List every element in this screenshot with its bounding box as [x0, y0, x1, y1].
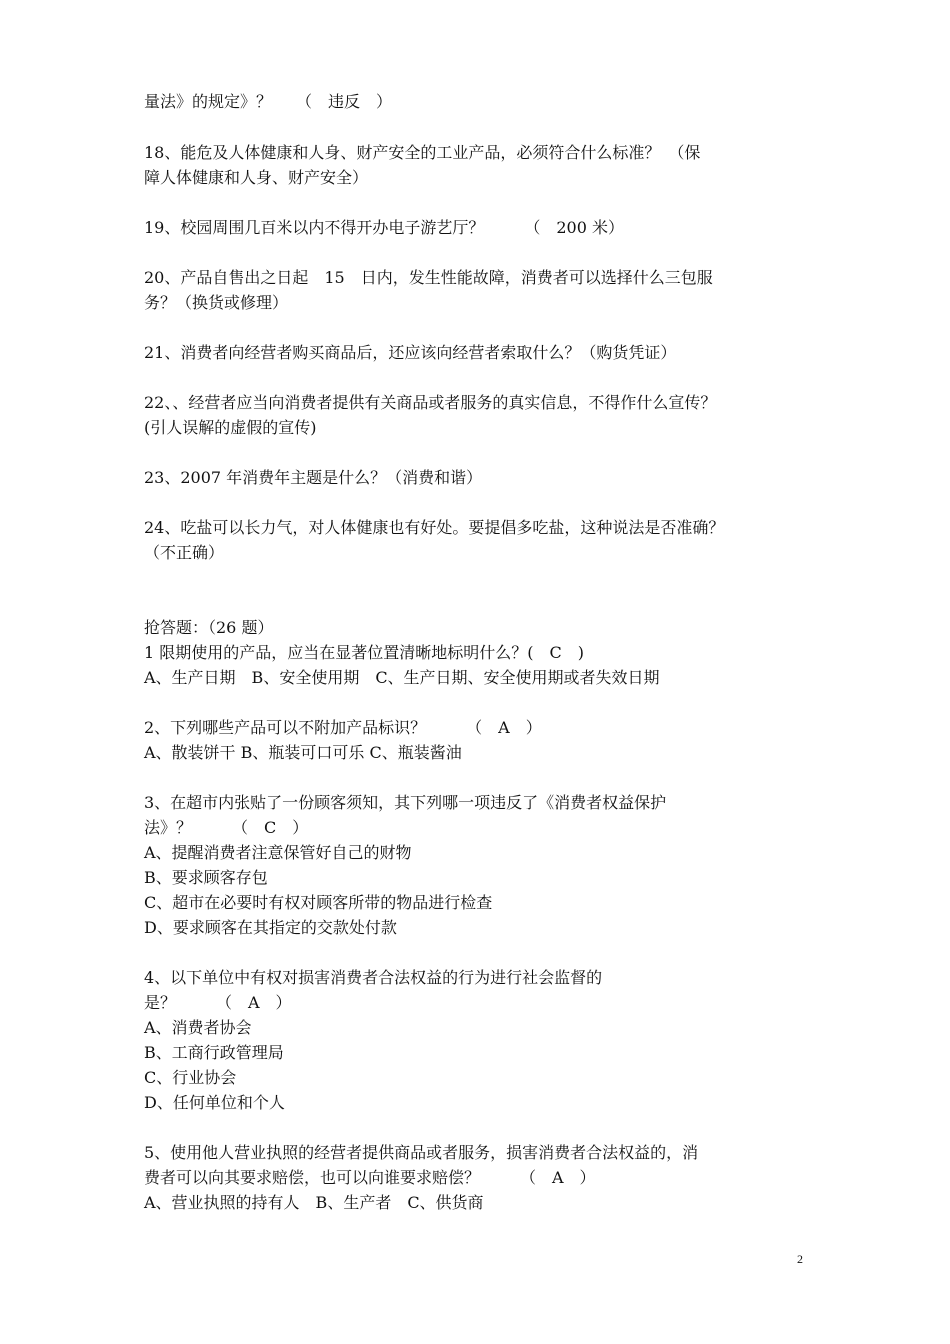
- text-line: 量法》的规定》？ （ 违反 ）: [144, 92, 393, 111]
- quiz-option: A、消费者协会: [144, 1018, 252, 1037]
- text-line: (引人误解的虚假的宣传): [144, 418, 317, 437]
- quiz-question-4: 4、以下单位中有权对损害消费者合法权益的行为进行社会监督的: [144, 968, 603, 987]
- quiz-option: B、要求顾客存包: [144, 868, 268, 887]
- quiz-question-1: 1 限期使用的产品，应当在显著位置清晰地标明什么？( C ): [144, 643, 584, 662]
- text-line: （不正确）: [144, 543, 225, 562]
- quiz-option: C、超市在必要时有权对顾客所带的物品进行检查: [144, 893, 493, 912]
- quiz-question-3: 3、在超市内张贴了一份顾客须知，其下列哪一项违反了《消费者权益保护: [144, 793, 667, 812]
- quiz-options: A、生产日期 B、安全使用期 C、生产日期、安全使用期或者失效日期: [144, 668, 660, 687]
- quiz-option: D、任何单位和个人: [144, 1093, 285, 1112]
- text-line: 是？ （ A ）: [144, 993, 292, 1012]
- question-18: 18、能危及人体健康和人身、财产安全的工业产品，必须符合什么标准？ （保: [144, 143, 701, 162]
- quiz-option: C、行业协会: [144, 1068, 237, 1087]
- question-20: 20、产品自售出之日起 15 日内，发生性能故障，消费者可以选择什么三包服: [144, 268, 713, 287]
- quiz-option: D、要求顾客在其指定的交款处付款: [144, 918, 397, 937]
- quiz-options: A、散装饼干 B、瓶装可口可乐 C、瓶装酱油: [144, 743, 462, 762]
- quiz-question-5: 5、使用他人营业执照的经营者提供商品或者服务，损害消费者合法权益的，消: [144, 1143, 699, 1162]
- page-number: 2: [797, 1252, 803, 1266]
- text-line: 费者可以向其要求赔偿，也可以向谁要求赔偿？ （ A ）: [144, 1168, 596, 1187]
- question-19: 19、校园周围几百米以内不得开办电子游艺厅？ （ 200 米）: [144, 218, 624, 237]
- text-line: 障人体健康和人身、财产安全）: [144, 168, 369, 187]
- text-line: 法》？ （ C ）: [144, 818, 309, 837]
- section-heading: 抢答题：（26 题）: [144, 618, 274, 637]
- quiz-option: B、工商行政管理局: [144, 1043, 284, 1062]
- quiz-options: A、营业执照的持有人 B、生产者 C、供货商: [144, 1193, 484, 1212]
- quiz-option: A、提醒消费者注意保管好自己的财物: [144, 843, 412, 862]
- question-24: 24、吃盐可以长力气，对人体健康也有好处。要提倡多吃盐，这种说法是否准确？: [144, 518, 725, 537]
- question-22: 22、、经营者应当向消费者提供有关商品或者服务的真实信息，不得作什么宣传？: [144, 393, 717, 412]
- quiz-question-2: 2、下列哪些产品可以不附加产品标识？ （ A ）: [144, 718, 542, 737]
- text-line: 务？（换货或修理）: [144, 293, 289, 312]
- question-23: 23、2007 年消费年主题是什么？（消费和谐）: [144, 468, 483, 487]
- question-21: 21、消费者向经营者购买商品后，还应该向经营者索取什么？（购货凭证）: [144, 343, 677, 362]
